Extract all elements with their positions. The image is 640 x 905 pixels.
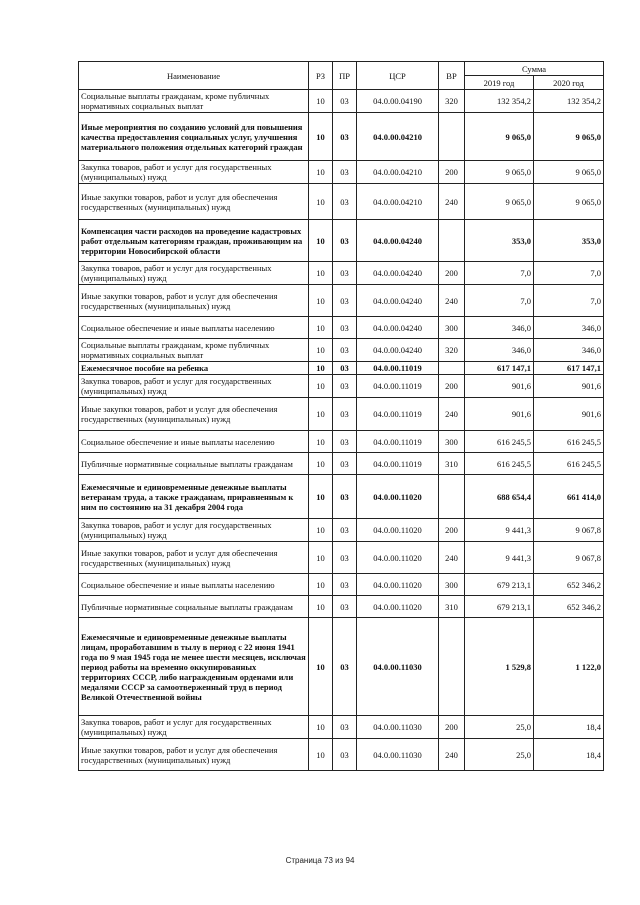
table-row xyxy=(79,262,604,285)
cell-2020: 901,6 xyxy=(534,398,604,431)
cell-rz: 10 xyxy=(309,574,333,596)
cell-rz: 10 xyxy=(309,596,333,618)
cell-vr: 200 xyxy=(439,262,465,285)
cell-2019: 616 245,5 xyxy=(465,431,534,453)
cell-rz: 10 xyxy=(309,285,333,317)
header-name: Наименование xyxy=(79,62,309,90)
cell-rz: 10 xyxy=(309,618,333,716)
cell-2020: 616 245,5 xyxy=(534,453,604,475)
cell-pr: 03 xyxy=(333,90,357,113)
cell-vr xyxy=(439,362,465,375)
cell-csr: 04.0.00.04240 xyxy=(357,285,439,317)
cell-2020: 652 346,2 xyxy=(534,574,604,596)
table-row xyxy=(79,431,604,453)
cell-vr: 200 xyxy=(439,375,465,398)
cell-csr: 04.0.00.04210 xyxy=(357,184,439,220)
cell-rz: 10 xyxy=(309,475,333,519)
cell-pr: 03 xyxy=(333,339,357,362)
cell-rz: 10 xyxy=(309,184,333,220)
cell-vr: 310 xyxy=(439,596,465,618)
header-2020: 2020 год xyxy=(534,76,604,90)
cell-2019: 616 245,5 xyxy=(465,453,534,475)
cell-name: Публичные нормативные социальные выплаты гражданам xyxy=(79,453,309,475)
header-csr: ЦСР xyxy=(357,62,439,90)
cell-2019: 901,6 xyxy=(465,398,534,431)
cell-vr xyxy=(439,475,465,519)
cell-pr: 03 xyxy=(333,317,357,339)
cell-2019: 9 065,0 xyxy=(465,184,534,220)
cell-vr: 240 xyxy=(439,739,465,771)
table-row xyxy=(79,317,604,339)
cell-csr: 04.0.00.11019 xyxy=(357,431,439,453)
cell-pr: 03 xyxy=(333,220,357,262)
table-row xyxy=(79,618,604,716)
cell-pr: 03 xyxy=(333,596,357,618)
budget-table xyxy=(78,61,604,771)
cell-2019: 679 213,1 xyxy=(465,574,534,596)
cell-name: Закупка товаров, работ и услуг для государственных (муниципальных) нужд xyxy=(79,161,309,184)
cell-csr: 04.0.00.11020 xyxy=(357,542,439,574)
cell-pr: 03 xyxy=(333,542,357,574)
cell-name: Социальное обеспечение и иные выплаты населению xyxy=(79,431,309,453)
cell-csr: 04.0.00.04240 xyxy=(357,220,439,262)
cell-vr: 200 xyxy=(439,161,465,184)
cell-csr: 04.0.00.11020 xyxy=(357,519,439,542)
cell-name: Ежемесячные и единовременные денежные выплаты ветеранам труда, а также гражданам, приравненным к ним по состоянию на 31 декабря 2004 года xyxy=(79,475,309,519)
cell-name: Социальное обеспечение и иные выплаты населению xyxy=(79,574,309,596)
table-row xyxy=(79,453,604,475)
cell-2019: 353,0 xyxy=(465,220,534,262)
cell-rz: 10 xyxy=(309,431,333,453)
cell-name: Закупка товаров, работ и услуг для государственных (муниципальных) нужд xyxy=(79,375,309,398)
cell-pr: 03 xyxy=(333,161,357,184)
cell-rz: 10 xyxy=(309,398,333,431)
cell-pr: 03 xyxy=(333,113,357,161)
cell-name: Социальные выплаты гражданам, кроме публичных нормативных социальных выплат xyxy=(79,339,309,362)
cell-name: Социальные выплаты гражданам, кроме публичных нормативных социальных выплат xyxy=(79,90,309,113)
cell-rz: 10 xyxy=(309,716,333,739)
cell-pr: 03 xyxy=(333,618,357,716)
header-pr: ПР xyxy=(333,62,357,90)
cell-2019: 132 354,2 xyxy=(465,90,534,113)
cell-rz: 10 xyxy=(309,113,333,161)
budget-table-container xyxy=(78,61,603,771)
cell-csr: 04.0.00.04210 xyxy=(357,161,439,184)
cell-pr: 03 xyxy=(333,431,357,453)
cell-2019: 9 441,3 xyxy=(465,542,534,574)
cell-name: Иные закупки товаров, работ и услуг для обеспечения государственных (муниципальных) нужд xyxy=(79,542,309,574)
cell-vr xyxy=(439,220,465,262)
cell-2019: 9 065,0 xyxy=(465,161,534,184)
table-row xyxy=(79,596,604,618)
cell-name: Ежемесячные и единовременные денежные выплаты лицам, проработавшим в тылу в период с 22 июня 1941 года по 9 мая 1945 года не менее шести месяцев, исключая период работы на временно оккупированных территориях СССР, либо награжденным орденами или медалями СССР за самоотверженный труд в период Великой Отечественной войны xyxy=(79,618,309,716)
cell-2019: 617 147,1 xyxy=(465,362,534,375)
cell-pr: 03 xyxy=(333,475,357,519)
cell-2020: 18,4 xyxy=(534,716,604,739)
cell-name: Иные закупки товаров, работ и услуг для обеспечения государственных (муниципальных) нужд xyxy=(79,285,309,317)
table-header-row xyxy=(79,62,604,76)
cell-vr: 240 xyxy=(439,184,465,220)
cell-name: Иные закупки товаров, работ и услуг для обеспечения государственных (муниципальных) нужд xyxy=(79,184,309,220)
header-sum: Сумма xyxy=(465,62,604,76)
cell-name: Закупка товаров, работ и услуг для государственных (муниципальных) нужд xyxy=(79,262,309,285)
cell-2019: 346,0 xyxy=(465,317,534,339)
cell-vr: 320 xyxy=(439,90,465,113)
header-rz: РЗ xyxy=(309,62,333,90)
cell-2019: 7,0 xyxy=(465,285,534,317)
cell-vr: 300 xyxy=(439,317,465,339)
cell-csr: 04.0.00.04240 xyxy=(357,339,439,362)
cell-csr: 04.0.00.04240 xyxy=(357,262,439,285)
cell-2020: 9 065,0 xyxy=(534,113,604,161)
table-row xyxy=(79,184,604,220)
table-row xyxy=(79,362,604,375)
cell-vr xyxy=(439,618,465,716)
cell-pr: 03 xyxy=(333,739,357,771)
cell-2020: 616 245,5 xyxy=(534,431,604,453)
cell-2019: 9 441,3 xyxy=(465,519,534,542)
cell-vr: 300 xyxy=(439,431,465,453)
cell-2020: 617 147,1 xyxy=(534,362,604,375)
cell-2019: 1 529,8 xyxy=(465,618,534,716)
cell-pr: 03 xyxy=(333,398,357,431)
table-row xyxy=(79,113,604,161)
page-footer: Страница 73 из 94 xyxy=(285,856,355,865)
cell-2020: 9 067,8 xyxy=(534,519,604,542)
cell-2020: 1 122,0 xyxy=(534,618,604,716)
cell-csr: 04.0.00.11019 xyxy=(357,375,439,398)
cell-vr: 240 xyxy=(439,542,465,574)
cell-vr xyxy=(439,113,465,161)
cell-name: Социальное обеспечение и иные выплаты населению xyxy=(79,317,309,339)
cell-name: Иные закупки товаров, работ и услуг для обеспечения государственных (муниципальных) нужд xyxy=(79,398,309,431)
cell-name: Закупка товаров, работ и услуг для государственных (муниципальных) нужд xyxy=(79,519,309,542)
cell-pr: 03 xyxy=(333,362,357,375)
table-row xyxy=(79,161,604,184)
table-row xyxy=(79,542,604,574)
cell-pr: 03 xyxy=(333,453,357,475)
cell-pr: 03 xyxy=(333,285,357,317)
cell-2019: 679 213,1 xyxy=(465,596,534,618)
cell-csr: 04.0.00.11030 xyxy=(357,716,439,739)
cell-pr: 03 xyxy=(333,716,357,739)
cell-2019: 25,0 xyxy=(465,716,534,739)
cell-rz: 10 xyxy=(309,161,333,184)
cell-csr: 04.0.00.04190 xyxy=(357,90,439,113)
table-row xyxy=(79,475,604,519)
cell-2020: 661 414,0 xyxy=(534,475,604,519)
cell-2020: 346,0 xyxy=(534,339,604,362)
cell-2020: 901,6 xyxy=(534,375,604,398)
table-row xyxy=(79,716,604,739)
cell-2020: 9 065,0 xyxy=(534,184,604,220)
cell-vr: 200 xyxy=(439,519,465,542)
cell-2020: 132 354,2 xyxy=(534,90,604,113)
cell-2020: 9 067,8 xyxy=(534,542,604,574)
cell-2020: 652 346,2 xyxy=(534,596,604,618)
cell-csr: 04.0.00.11019 xyxy=(357,362,439,375)
cell-2020: 7,0 xyxy=(534,262,604,285)
cell-name: Компенсация части расходов на проведение кадастровых работ отдельным категориям граждан, проживающим на территории Новосибирской области xyxy=(79,220,309,262)
cell-csr: 04.0.00.11019 xyxy=(357,398,439,431)
cell-rz: 10 xyxy=(309,220,333,262)
cell-2019: 9 065,0 xyxy=(465,113,534,161)
cell-2020: 7,0 xyxy=(534,285,604,317)
cell-csr: 04.0.00.11019 xyxy=(357,453,439,475)
cell-vr: 240 xyxy=(439,398,465,431)
cell-vr: 310 xyxy=(439,453,465,475)
table-row xyxy=(79,398,604,431)
cell-name: Ежемесячное пособие на ребенка xyxy=(79,362,309,375)
header-2019: 2019 год xyxy=(465,76,534,90)
cell-2019: 7,0 xyxy=(465,262,534,285)
cell-2019: 901,6 xyxy=(465,375,534,398)
cell-rz: 10 xyxy=(309,519,333,542)
cell-csr: 04.0.00.11030 xyxy=(357,739,439,771)
cell-rz: 10 xyxy=(309,90,333,113)
cell-pr: 03 xyxy=(333,184,357,220)
cell-csr: 04.0.00.04240 xyxy=(357,317,439,339)
cell-rz: 10 xyxy=(309,339,333,362)
cell-2020: 353,0 xyxy=(534,220,604,262)
cell-pr: 03 xyxy=(333,375,357,398)
table-row xyxy=(79,739,604,771)
cell-vr: 200 xyxy=(439,716,465,739)
cell-name: Закупка товаров, работ и услуг для государственных (муниципальных) нужд xyxy=(79,716,309,739)
cell-rz: 10 xyxy=(309,317,333,339)
cell-vr: 240 xyxy=(439,285,465,317)
cell-rz: 10 xyxy=(309,453,333,475)
cell-2020: 18,4 xyxy=(534,739,604,771)
table-row xyxy=(79,574,604,596)
cell-2019: 346,0 xyxy=(465,339,534,362)
cell-rz: 10 xyxy=(309,362,333,375)
cell-pr: 03 xyxy=(333,574,357,596)
cell-csr: 04.0.00.11030 xyxy=(357,618,439,716)
cell-pr: 03 xyxy=(333,519,357,542)
table-row xyxy=(79,375,604,398)
cell-rz: 10 xyxy=(309,542,333,574)
table-row xyxy=(79,285,604,317)
cell-csr: 04.0.00.11020 xyxy=(357,475,439,519)
cell-name: Иные закупки товаров, работ и услуг для обеспечения государственных (муниципальных) нужд xyxy=(79,739,309,771)
cell-vr: 320 xyxy=(439,339,465,362)
cell-csr: 04.0.00.04210 xyxy=(357,113,439,161)
cell-rz: 10 xyxy=(309,375,333,398)
cell-rz: 10 xyxy=(309,739,333,771)
cell-name: Публичные нормативные социальные выплаты гражданам xyxy=(79,596,309,618)
cell-2020: 9 065,0 xyxy=(534,161,604,184)
cell-csr: 04.0.00.11020 xyxy=(357,574,439,596)
header-vr: ВР xyxy=(439,62,465,90)
cell-2020: 346,0 xyxy=(534,317,604,339)
cell-rz: 10 xyxy=(309,262,333,285)
cell-2019: 688 654,4 xyxy=(465,475,534,519)
table-row xyxy=(79,90,604,113)
table-row xyxy=(79,220,604,262)
table-row xyxy=(79,519,604,542)
table-row xyxy=(79,339,604,362)
cell-2019: 25,0 xyxy=(465,739,534,771)
cell-csr: 04.0.00.11020 xyxy=(357,596,439,618)
cell-name: Иные мероприятия по созданию условий для повышения качества предоставления социальных услуг, улучшения материального положения отдельных категорий граждан xyxy=(79,113,309,161)
cell-pr: 03 xyxy=(333,262,357,285)
cell-vr: 300 xyxy=(439,574,465,596)
